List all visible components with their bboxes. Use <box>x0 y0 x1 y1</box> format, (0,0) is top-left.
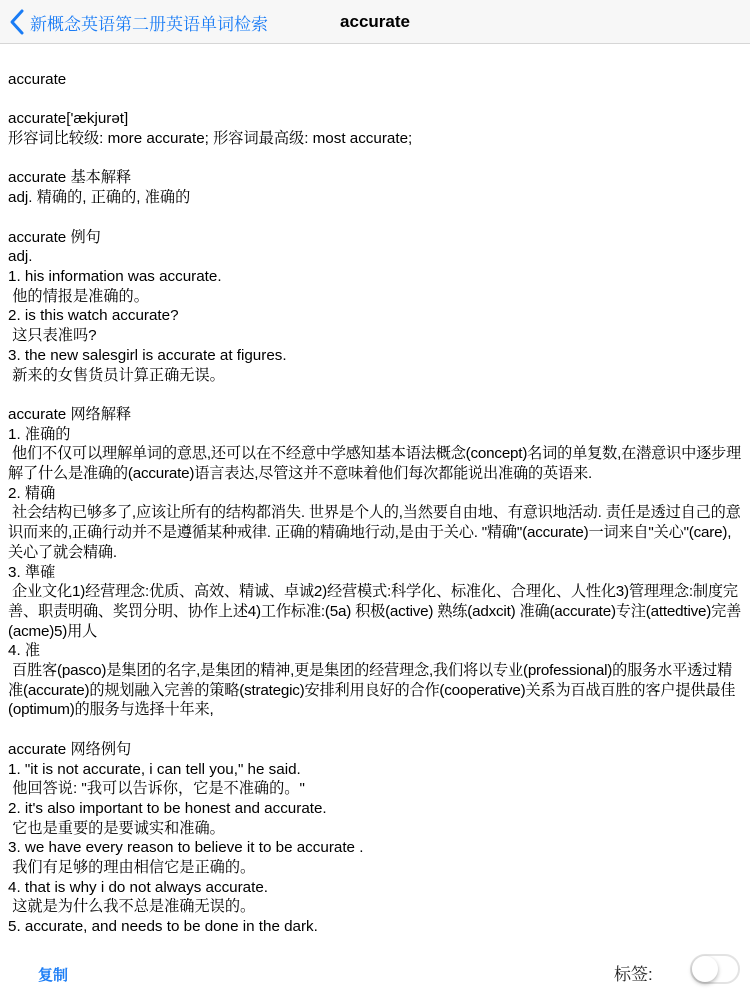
example-zh: 这只表准吗? <box>8 327 97 345</box>
web-example-en: 2. it's also important to be honest and accurate. <box>8 799 327 817</box>
web-definition-body: 百胜客(pasco)是集团的名字,是集团的精神,更是集团的经营理念,我们将以专业(professional)的服务水平透过精准(accurate)的规划融入完善的策略(strategic)安排利用良好的合作(cooperative)关系为百战百胜的客户提供最佳(optimum)的服务与选择十年来, <box>8 662 736 719</box>
web-example-zh: 这就是为什么我不总是准确无误的。 <box>8 898 256 916</box>
example-en: 1. his information was accurate. <box>8 267 222 285</box>
phonetic-line: accurate['ækjurət] <box>8 110 129 128</box>
web-example-en: 3. we have every reason to believe it to be accurate . <box>8 839 364 857</box>
part-of-speech: adj. <box>8 248 33 266</box>
basic-definition: adj. 精确的, 正确的, 准确的 <box>8 189 191 207</box>
word-heading: accurate <box>8 71 67 88</box>
web-example-zh: 我们有足够的理由相信它是正确的。 <box>8 859 256 877</box>
spacer <box>8 385 742 405</box>
spacer <box>8 208 742 228</box>
web-definition-body: 社会结构已够多了,应该让所有的结构都消失. 世界是个人的,当然要自由地、有意识地活动. 责任是透过自己的意识而来的,正确行动并不是遵循某种戒律. 正确的精确地行动,是由于关心. "精确"(accurate)一词来自"关心"(care),关心了就会精确. <box>8 504 741 561</box>
web-definition-body: 他们不仅可以理解单词的意思,还可以在不经意中学感知基本语法概念(concept)名词的单复数,在潜意识中逐步理解了什么是准确的(accurate)语言表达,尽管这并不意味着他们每次都能说出准确的英语来. <box>8 445 742 482</box>
web-definition-title: 4. 准 <box>8 642 41 660</box>
web-example-zh: 它也是重要的是要诚实和准确。 <box>8 819 225 837</box>
copy-button[interactable]: 复制 <box>38 967 69 984</box>
web-example-en: 4. that is why i do not always accurate. <box>8 878 269 896</box>
word-detail-content[interactable] <box>0 44 750 944</box>
back-button-label: 新概念英语第二册英语单词检索 <box>30 14 268 34</box>
section-heading-web-definitions: accurate 网络解释 <box>8 405 132 423</box>
chevron-left-icon <box>8 8 28 36</box>
section-heading-basic: accurate 基本解释 <box>8 169 132 187</box>
example-zh: 他的情报是准确的。 <box>8 287 149 305</box>
section-heading-examples: accurate 例句 <box>8 228 101 246</box>
back-button[interactable] <box>8 6 268 38</box>
web-example-en: 5. accurate, and needs to be done in the dark. <box>8 918 318 936</box>
spacer <box>8 90 742 110</box>
section-heading-web-examples: accurate 网络例句 <box>8 740 132 758</box>
web-definition-body: 企业文化1)经营理念:优质、高效、精诚、卓诚2)经营模式:科学化、标准化、合理化、人性化3)管理理念:制度完善、职责明确、奖罚分明、协作上述4)工作标准:(5a) 积极(active) 熟练(adxcit) 准确(accurate)专注(attedtive)完善(acme)5)用人 <box>8 583 742 640</box>
toggle-knob <box>692 956 718 982</box>
web-definition-title: 2. 精确 <box>8 484 56 502</box>
tag-label: 标签: <box>614 965 653 984</box>
navigation-bar <box>0 0 750 44</box>
spacer <box>8 720 742 740</box>
web-example-en: 1. "it is not accurate, i can tell you," he said. <box>8 760 301 778</box>
example-zh: 新来的女售货员计算正确无误。 <box>8 366 225 384</box>
spacer <box>8 149 742 169</box>
comparative-line: 形容词比较级: more accurate; 形容词最高级: most accurate; <box>8 130 413 148</box>
web-definition-title: 3. 準確 <box>8 563 56 581</box>
web-definition-title: 1. 准确的 <box>8 425 71 443</box>
example-en: 3. the new salesgirl is accurate at figures. <box>8 346 287 364</box>
web-example-zh: 他回答说: "我可以告诉你，它是不准确的。" <box>8 780 305 798</box>
example-en: 2. is this watch accurate? <box>8 307 179 325</box>
tag-toggle-switch[interactable] <box>690 954 740 984</box>
bottom-toolbar <box>0 944 750 1000</box>
page-title: accurate <box>340 12 410 31</box>
